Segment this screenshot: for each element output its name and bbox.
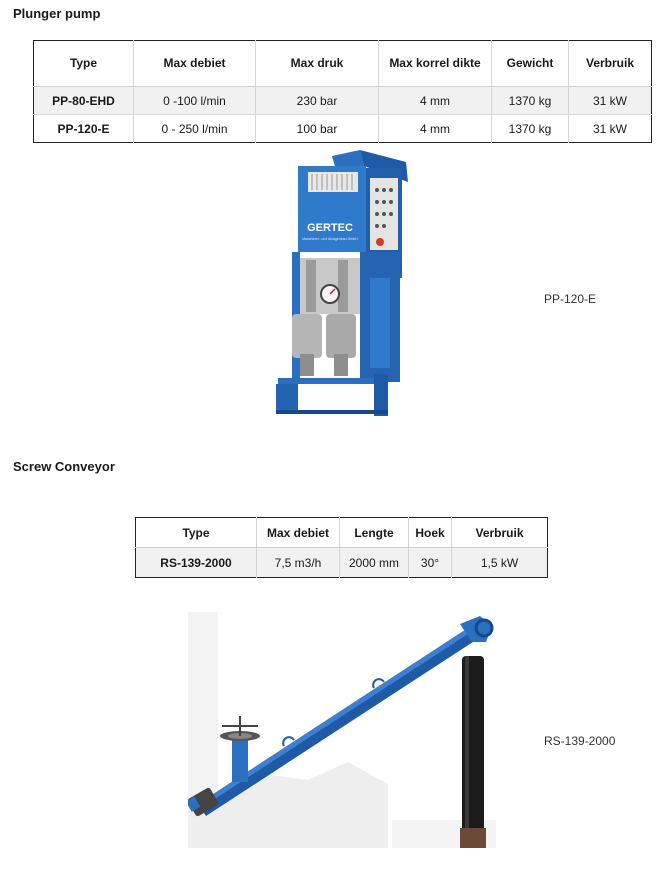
screw-conveyor-image — [188, 612, 500, 848]
cell-type: RS-139-2000 — [136, 548, 257, 578]
table-row — [136, 548, 548, 578]
col-max-debiet: Max debiet — [134, 41, 256, 87]
plunger-pump-table — [33, 40, 652, 143]
plunger-pump-image — [270, 148, 415, 420]
col-type: Type — [34, 41, 134, 87]
table-header-row — [136, 518, 548, 548]
col-gewicht: Gewicht — [492, 41, 569, 87]
col-type: Type — [136, 518, 257, 548]
cell-type: PP-120-E — [34, 115, 134, 143]
col-verbruik: Verbruik — [452, 518, 548, 548]
cell-max-debiet: 0 -100 l/min — [134, 87, 256, 115]
col-max-korrel-dikte: Max korrel dikte — [379, 41, 492, 87]
cell-max-druk: 230 bar — [256, 87, 379, 115]
cell-max-korrel-dikte: 4 mm — [379, 115, 492, 143]
cell-gewicht: 1370 kg — [492, 87, 569, 115]
cell-verbruik: 31 kW — [569, 87, 652, 115]
cell-verbruik: 31 kW — [592, 121, 627, 136]
screw-conveyor-table — [135, 517, 548, 578]
brand-label: GERTEC — [307, 222, 353, 234]
plunger-pump-heading: Plunger pump — [13, 6, 101, 21]
cell-max-debiet: 0 - 250 l/min — [134, 115, 256, 143]
col-verbruik: Verbruik — [569, 41, 652, 87]
cell-max-debiet: 7,5 m3/h — [257, 548, 340, 578]
col-lengte: Lengte — [340, 518, 409, 548]
plunger-pump-caption: PP-120-E — [544, 292, 597, 306]
table-row — [34, 115, 652, 143]
cell-max-druk: 100 bar — [256, 115, 379, 143]
cell-gewicht: 1370 kg — [492, 115, 569, 143]
cell-type: PP-80-EHD — [34, 87, 134, 115]
cell-verbruik: 1,5 kW — [452, 548, 548, 578]
col-hoek: Hoek — [409, 518, 452, 548]
screw-conveyor-heading: Screw Conveyor — [13, 459, 115, 474]
screw-conveyor-caption: RS-139-2000 — [544, 734, 616, 748]
brand-sublabel: Maschinen- und Anlagenbau GmbH — [302, 237, 358, 241]
cell-hoek: 30° — [409, 548, 452, 578]
col-max-druk: Max druk — [256, 41, 379, 87]
cell-max-korrel-dikte: 4 mm — [379, 87, 492, 115]
table-header-row — [34, 41, 652, 87]
table-row — [34, 87, 652, 115]
col-max-debiet: Max debiet — [257, 518, 340, 548]
cell-lengte: 2000 mm — [340, 548, 409, 578]
